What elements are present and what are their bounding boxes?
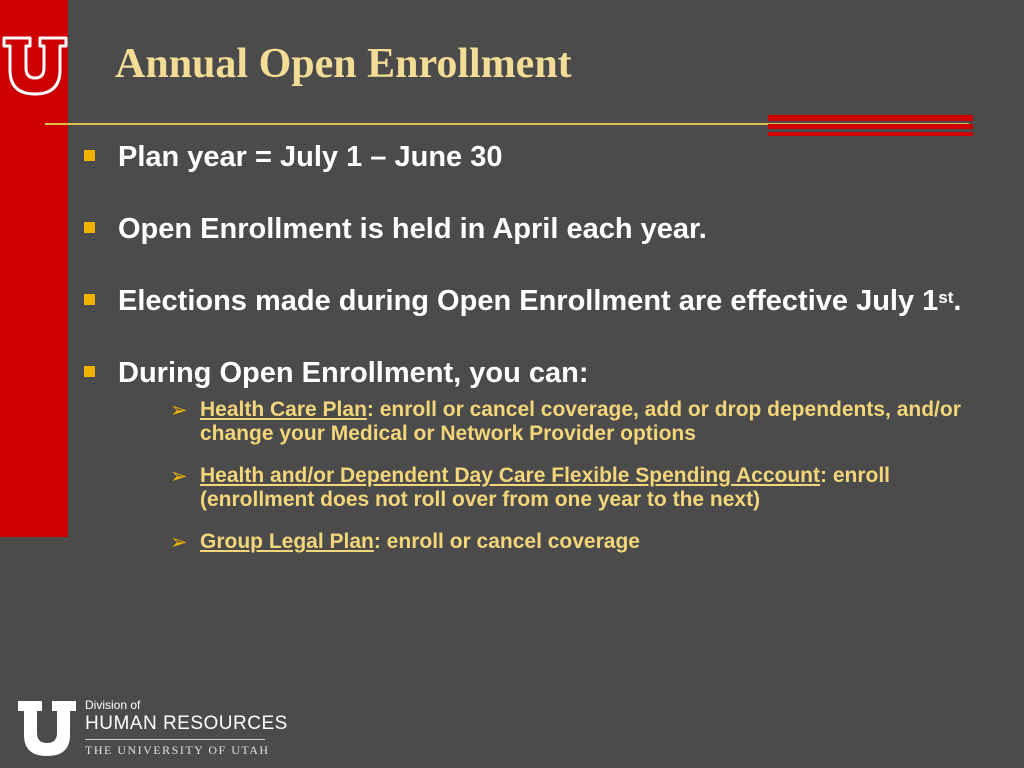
division-of-label: Division of [85,698,141,712]
bullet-text: During Open Enrollment, you can: [118,357,589,389]
bullet-item [80,212,1000,246]
sub-bullet-list [130,398,1000,554]
bullet-text: Plan year = July 1 – June 30 [118,141,503,173]
health-care-plan-link[interactable]: Health Care Plan [200,398,367,421]
university-u-logo-icon [2,32,68,98]
sub-bullet-item [130,530,1000,554]
arrow-bullet-icon: ➢ [170,464,188,488]
footer-branding [85,698,288,758]
square-bullet-icon [84,294,95,305]
bullet-item [80,284,1000,318]
sub-bullet-item [130,398,1000,446]
sub-bullet-text: : enroll or cancel coverage, add or drop dependents, and/or change your Medical or Network Provider options [200,398,961,445]
university-name: THE UNIVERSITY OF UTAH [85,743,270,757]
footer-divider [85,739,265,740]
sub-bullet-text: : enroll or cancel coverage [373,530,640,553]
bullet-text: Open Enrollment is held in April each year. [118,213,707,245]
bullet-text-end: . [953,285,962,317]
department-name: HUMAN RESOURCES [85,713,288,734]
fsa-link[interactable]: Health and/or Dependent Day Care Flexible Spending Account [200,464,820,487]
group-legal-plan-link[interactable]: Group Legal Plan [200,530,374,553]
bullet-list [80,140,1000,572]
bullet-item [80,356,1000,554]
sub-bullet-item [130,464,1000,512]
red-stripe-accent [768,115,973,136]
bullet-item [80,140,1000,174]
square-bullet-icon [84,222,95,233]
arrow-bullet-icon: ➢ [170,398,188,422]
bullet-text: Elections made during Open Enrollment are effective July 1 [118,285,939,317]
sub-bullet-text: : enroll (enrollment does not roll over from one year to the next) [200,464,891,511]
arrow-bullet-icon: ➢ [170,530,188,554]
bullet-superscript: st [938,288,954,307]
slide-title: Annual Open Enrollment [115,41,572,87]
footer-u-logo-icon [17,699,77,757]
square-bullet-icon [84,366,95,377]
square-bullet-icon [84,150,95,161]
